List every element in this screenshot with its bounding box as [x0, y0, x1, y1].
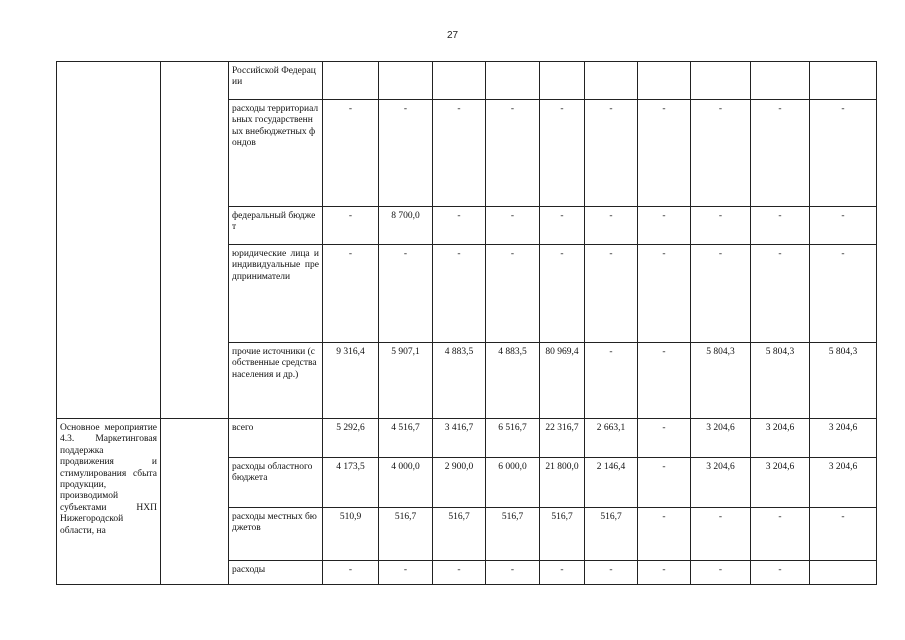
funding-source: расходы областного бюджета — [229, 458, 323, 508]
value-cell: - — [638, 343, 691, 419]
value-cell — [585, 62, 638, 100]
value-cell: - — [638, 100, 691, 207]
value-cell: 3 204,6 — [751, 458, 810, 508]
value-cell: 6 000,0 — [486, 458, 540, 508]
value-cell: 5 804,3 — [751, 343, 810, 419]
value-cell: - — [810, 100, 877, 207]
value-cell: 4 883,5 — [486, 343, 540, 419]
value-cell: 3 204,6 — [691, 419, 751, 458]
value-cell: - — [751, 245, 810, 343]
value-cell: 5 292,6 — [323, 419, 379, 458]
value-cell: 516,7 — [585, 508, 638, 561]
value-cell: - — [486, 561, 540, 585]
value-cell: - — [691, 207, 751, 245]
value-cell: - — [638, 207, 691, 245]
value-cell: - — [691, 561, 751, 585]
value-cell: - — [540, 245, 585, 343]
value-cell: 3 204,6 — [691, 458, 751, 508]
value-cell — [638, 62, 691, 100]
value-cell: 2 900,0 — [433, 458, 486, 508]
value-cell: 22 316,7 — [540, 419, 585, 458]
funding-source: Российской Федерации — [229, 62, 323, 100]
value-cell: - — [433, 100, 486, 207]
value-cell: - — [433, 245, 486, 343]
value-cell: 5 804,3 — [691, 343, 751, 419]
value-cell: - — [810, 245, 877, 343]
value-cell: - — [638, 458, 691, 508]
value-cell: - — [751, 508, 810, 561]
executor-cell-empty — [161, 419, 229, 585]
value-cell — [751, 62, 810, 100]
value-cell: 516,7 — [540, 508, 585, 561]
value-cell: - — [691, 508, 751, 561]
funding-source: расходы территориальных государственных внебюджетных фондов — [229, 100, 323, 207]
value-cell: - — [691, 245, 751, 343]
value-cell: - — [638, 245, 691, 343]
value-cell: - — [540, 561, 585, 585]
value-cell: 3 204,6 — [751, 419, 810, 458]
value-cell: 8 700,0 — [379, 207, 433, 245]
value-cell: 6 516,7 — [486, 419, 540, 458]
page-number: 27 — [446, 30, 459, 41]
value-cell — [810, 62, 877, 100]
value-cell — [433, 62, 486, 100]
value-cell: 4 883,5 — [433, 343, 486, 419]
value-cell: 9 316,4 — [323, 343, 379, 419]
measure-name: Основное мероприятие 4.3. Маркетинговая поддержка продвижения и стимулирования сбыта продукции, производимой субъектами НХП Нижегородской области, на — [57, 419, 161, 585]
value-cell: 3 204,6 — [810, 458, 877, 508]
value-cell: 2 146,4 — [585, 458, 638, 508]
value-cell: 516,7 — [433, 508, 486, 561]
value-cell: 5 907,1 — [379, 343, 433, 419]
table-row — [57, 419, 877, 458]
value-cell: - — [433, 207, 486, 245]
value-cell: - — [638, 561, 691, 585]
value-cell — [810, 561, 877, 585]
value-cell: - — [323, 207, 379, 245]
value-cell: - — [433, 561, 486, 585]
value-cell: 4 000,0 — [379, 458, 433, 508]
funding-source: прочие источники (собственные средства населения и др.) — [229, 343, 323, 419]
value-cell: - — [323, 245, 379, 343]
value-cell: - — [751, 100, 810, 207]
value-cell: - — [540, 100, 585, 207]
value-cell: 21 800,0 — [540, 458, 585, 508]
value-cell: - — [486, 100, 540, 207]
value-cell: - — [810, 207, 877, 245]
value-cell: 3 416,7 — [433, 419, 486, 458]
value-cell: - — [323, 100, 379, 207]
value-cell: - — [585, 245, 638, 343]
value-cell: 5 804,3 — [810, 343, 877, 419]
funding-source: расходы местных бюджетов — [229, 508, 323, 561]
value-cell: - — [379, 561, 433, 585]
value-cell: - — [585, 343, 638, 419]
value-cell: - — [585, 561, 638, 585]
table-row — [57, 62, 877, 100]
value-cell: 4 516,7 — [379, 419, 433, 458]
funding-source: федеральный бюджет — [229, 207, 323, 245]
value-cell: - — [585, 100, 638, 207]
value-cell: - — [540, 207, 585, 245]
value-cell: - — [486, 207, 540, 245]
value-cell: - — [379, 100, 433, 207]
value-cell: - — [691, 100, 751, 207]
value-cell: - — [379, 245, 433, 343]
value-cell: - — [810, 508, 877, 561]
value-cell — [486, 62, 540, 100]
value-cell: 516,7 — [486, 508, 540, 561]
value-cell: 4 173,5 — [323, 458, 379, 508]
value-cell: 3 204,6 — [810, 419, 877, 458]
executor-cell-empty — [161, 62, 229, 419]
value-cell: - — [486, 245, 540, 343]
value-cell: - — [638, 419, 691, 458]
value-cell — [379, 62, 433, 100]
financing-table — [56, 61, 877, 585]
measure-cell-empty — [57, 62, 161, 419]
value-cell: - — [638, 508, 691, 561]
value-cell — [323, 62, 379, 100]
funding-source: расходы — [229, 561, 323, 585]
funding-source: всего — [229, 419, 323, 458]
value-cell: - — [751, 207, 810, 245]
value-cell: - — [323, 561, 379, 585]
value-cell: 80 969,4 — [540, 343, 585, 419]
value-cell — [540, 62, 585, 100]
value-cell: 510,9 — [323, 508, 379, 561]
value-cell: - — [751, 561, 810, 585]
value-cell: 2 663,1 — [585, 419, 638, 458]
funding-source: юридические лица и индивидуальные предприниматели — [229, 245, 323, 343]
value-cell: - — [585, 207, 638, 245]
table-body — [57, 62, 877, 585]
value-cell — [691, 62, 751, 100]
value-cell: 516,7 — [379, 508, 433, 561]
